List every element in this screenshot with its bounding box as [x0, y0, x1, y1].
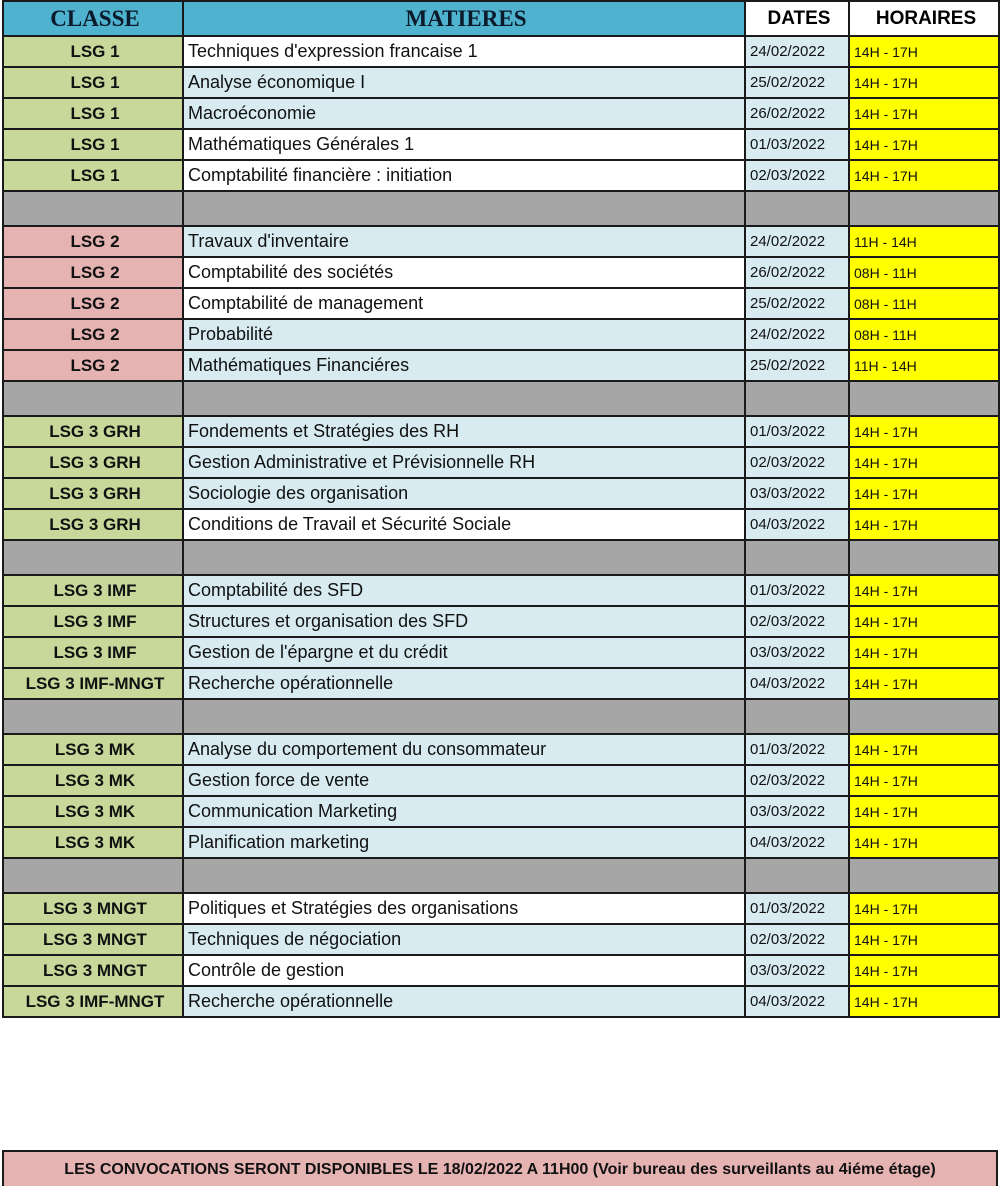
separator-row [3, 191, 999, 226]
footer-notice: LES CONVOCATIONS SERONT DISPONIBLES LE 18/02/2022 A 11H00 (Voir bureau des surveillants au 4iéme étage) [2, 1150, 998, 1186]
horaire-cell: 08H - 11H [849, 288, 999, 319]
horaire-cell: 14H - 17H [849, 668, 999, 699]
matiere-cell: Recherche opérationnelle [183, 986, 745, 1017]
classe-cell: LSG 3 MNGT [3, 924, 183, 955]
separator-cell [3, 699, 183, 734]
horaire-cell: 14H - 17H [849, 955, 999, 986]
date-cell: 01/03/2022 [745, 734, 849, 765]
table-row [3, 160, 999, 191]
matiere-cell: Contrôle de gestion [183, 955, 745, 986]
table-row [3, 129, 999, 160]
classe-cell: LSG 3 MK [3, 734, 183, 765]
classe-cell: LSG 2 [3, 226, 183, 257]
table-row [3, 924, 999, 955]
matiere-cell: Probabilité [183, 319, 745, 350]
matiere-cell: Mathématiques Financiéres [183, 350, 745, 381]
matiere-cell: Gestion Administrative et Prévisionnelle RH [183, 447, 745, 478]
table-row [3, 288, 999, 319]
classe-cell: LSG 3 MK [3, 827, 183, 858]
classe-cell: LSG 3 IMF-MNGT [3, 986, 183, 1017]
date-cell: 04/03/2022 [745, 509, 849, 540]
horaire-cell: 14H - 17H [849, 637, 999, 668]
table-row [3, 765, 999, 796]
separator-cell [183, 699, 745, 734]
classe-cell: LSG 2 [3, 257, 183, 288]
table-row [3, 986, 999, 1017]
date-cell: 25/02/2022 [745, 288, 849, 319]
date-cell: 04/03/2022 [745, 668, 849, 699]
horaire-cell: 14H - 17H [849, 734, 999, 765]
header-classe: CLASSE [3, 1, 183, 36]
matiere-cell: Sociologie des organisation [183, 478, 745, 509]
matiere-cell: Comptabilité de management [183, 288, 745, 319]
table-row [3, 226, 999, 257]
date-cell: 24/02/2022 [745, 36, 849, 67]
matiere-cell: Comptabilité des sociétés [183, 257, 745, 288]
table-row [3, 575, 999, 606]
horaire-cell: 14H - 17H [849, 893, 999, 924]
matiere-cell: Comptabilité financière : initiation [183, 160, 745, 191]
matiere-cell: Techniques d'expression francaise 1 [183, 36, 745, 67]
date-cell: 02/03/2022 [745, 924, 849, 955]
horaire-cell: 08H - 11H [849, 319, 999, 350]
horaire-cell: 14H - 17H [849, 986, 999, 1017]
table-row [3, 637, 999, 668]
matiere-cell: Fondements et Stratégies des RH [183, 416, 745, 447]
date-cell: 01/03/2022 [745, 416, 849, 447]
classe-cell: LSG 3 MK [3, 796, 183, 827]
matiere-cell: Gestion force de vente [183, 765, 745, 796]
separator-cell [3, 381, 183, 416]
date-cell: 02/03/2022 [745, 447, 849, 478]
table-row [3, 509, 999, 540]
separator-row [3, 540, 999, 575]
header-horaires: HORAIRES [849, 1, 999, 36]
exam-schedule-table [2, 0, 1000, 1018]
matiere-cell: Politiques et Stratégies des organisations [183, 893, 745, 924]
matiere-cell: Travaux d'inventaire [183, 226, 745, 257]
table-row [3, 955, 999, 986]
separator-cell [3, 540, 183, 575]
table-row [3, 478, 999, 509]
horaire-cell: 14H - 17H [849, 924, 999, 955]
separator-cell [745, 858, 849, 893]
classe-cell: LSG 3 GRH [3, 509, 183, 540]
table-row [3, 606, 999, 637]
matiere-cell: Analyse économique I [183, 67, 745, 98]
classe-cell: LSG 1 [3, 98, 183, 129]
horaire-cell: 14H - 17H [849, 36, 999, 67]
separator-row [3, 699, 999, 734]
separator-cell [183, 858, 745, 893]
matiere-cell: Gestion de l'épargne et du crédit [183, 637, 745, 668]
horaire-cell: 11H - 14H [849, 350, 999, 381]
date-cell: 03/03/2022 [745, 478, 849, 509]
horaire-cell: 14H - 17H [849, 509, 999, 540]
table-row [3, 447, 999, 478]
horaire-cell: 14H - 17H [849, 478, 999, 509]
matiere-cell: Macroéconomie [183, 98, 745, 129]
date-cell: 01/03/2022 [745, 575, 849, 606]
separator-row [3, 381, 999, 416]
horaire-cell: 14H - 17H [849, 827, 999, 858]
table-header-row [3, 1, 999, 36]
table-body [3, 36, 999, 1017]
date-cell: 26/02/2022 [745, 98, 849, 129]
date-cell: 04/03/2022 [745, 827, 849, 858]
classe-cell: LSG 3 MNGT [3, 893, 183, 924]
separator-cell [183, 191, 745, 226]
date-cell: 03/03/2022 [745, 796, 849, 827]
horaire-cell: 14H - 17H [849, 765, 999, 796]
horaire-cell: 14H - 17H [849, 606, 999, 637]
separator-cell [183, 381, 745, 416]
separator-cell [745, 540, 849, 575]
table-row [3, 668, 999, 699]
classe-cell: LSG 1 [3, 36, 183, 67]
matiere-cell: Recherche opérationnelle [183, 668, 745, 699]
matiere-cell: Comptabilité des SFD [183, 575, 745, 606]
classe-cell: LSG 3 GRH [3, 416, 183, 447]
horaire-cell: 14H - 17H [849, 575, 999, 606]
classe-cell: LSG 2 [3, 350, 183, 381]
separator-cell [3, 191, 183, 226]
horaire-cell: 14H - 17H [849, 67, 999, 98]
separator-cell [849, 381, 999, 416]
horaire-cell: 14H - 17H [849, 416, 999, 447]
table-row [3, 893, 999, 924]
table-row [3, 734, 999, 765]
matiere-cell: Structures et organisation des SFD [183, 606, 745, 637]
matiere-cell: Conditions de Travail et Sécurité Sociale [183, 509, 745, 540]
separator-cell [745, 699, 849, 734]
date-cell: 01/03/2022 [745, 893, 849, 924]
matiere-cell: Planification marketing [183, 827, 745, 858]
date-cell: 03/03/2022 [745, 955, 849, 986]
date-cell: 26/02/2022 [745, 257, 849, 288]
horaire-cell: 14H - 17H [849, 160, 999, 191]
table-row [3, 36, 999, 67]
separator-cell [183, 540, 745, 575]
horaire-cell: 14H - 17H [849, 796, 999, 827]
header-dates: DATES [745, 1, 849, 36]
date-cell: 02/03/2022 [745, 606, 849, 637]
matiere-cell: Techniques de négociation [183, 924, 745, 955]
matiere-cell: Analyse du comportement du consommateur [183, 734, 745, 765]
classe-cell: LSG 3 GRH [3, 478, 183, 509]
table-row [3, 796, 999, 827]
horaire-cell: 14H - 17H [849, 98, 999, 129]
classe-cell: LSG 1 [3, 160, 183, 191]
table-row [3, 257, 999, 288]
separator-cell [745, 381, 849, 416]
classe-cell: LSG 3 IMF [3, 606, 183, 637]
classe-cell: LSG 3 GRH [3, 447, 183, 478]
date-cell: 02/03/2022 [745, 765, 849, 796]
separator-row [3, 858, 999, 893]
table-row [3, 350, 999, 381]
date-cell: 24/02/2022 [745, 226, 849, 257]
classe-cell: LSG 3 IMF [3, 575, 183, 606]
classe-cell: LSG 2 [3, 319, 183, 350]
table-row [3, 416, 999, 447]
separator-cell [849, 858, 999, 893]
date-cell: 25/02/2022 [745, 67, 849, 98]
separator-cell [849, 191, 999, 226]
classe-cell: LSG 1 [3, 67, 183, 98]
date-cell: 25/02/2022 [745, 350, 849, 381]
date-cell: 04/03/2022 [745, 986, 849, 1017]
horaire-cell: 14H - 17H [849, 447, 999, 478]
separator-cell [3, 858, 183, 893]
date-cell: 24/02/2022 [745, 319, 849, 350]
header-matieres: MATIERES [183, 1, 745, 36]
classe-cell: LSG 3 MNGT [3, 955, 183, 986]
horaire-cell: 11H - 14H [849, 226, 999, 257]
classe-cell: LSG 3 MK [3, 765, 183, 796]
classe-cell: LSG 1 [3, 129, 183, 160]
table-row [3, 98, 999, 129]
classe-cell: LSG 3 IMF [3, 637, 183, 668]
matiere-cell: Mathématiques Générales 1 [183, 129, 745, 160]
table-row [3, 67, 999, 98]
separator-cell [849, 540, 999, 575]
horaire-cell: 14H - 17H [849, 129, 999, 160]
classe-cell: LSG 2 [3, 288, 183, 319]
table-row [3, 827, 999, 858]
date-cell: 02/03/2022 [745, 160, 849, 191]
table-row [3, 319, 999, 350]
classe-cell: LSG 3 IMF-MNGT [3, 668, 183, 699]
separator-cell [849, 699, 999, 734]
horaire-cell: 08H - 11H [849, 257, 999, 288]
date-cell: 03/03/2022 [745, 637, 849, 668]
date-cell: 01/03/2022 [745, 129, 849, 160]
separator-cell [745, 191, 849, 226]
matiere-cell: Communication Marketing [183, 796, 745, 827]
